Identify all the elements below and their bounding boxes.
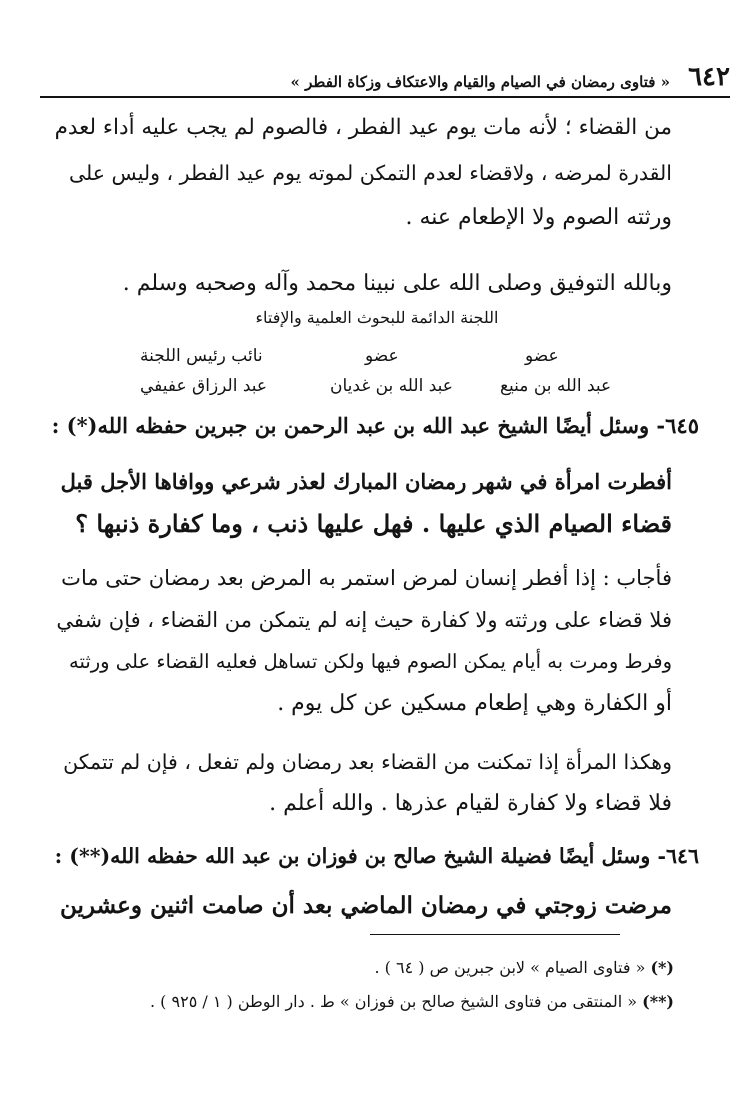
- text-line: من القضاء ؛ لأنه مات يوم عيد الفطر ، فالصوم لم يجب عليه أداء لعدم: [54, 115, 672, 140]
- signature-role: عضو: [525, 346, 559, 366]
- page-header: [40, 62, 730, 102]
- footnote-rule: [370, 934, 620, 935]
- fatwa-645-heading: [40, 406, 699, 450]
- page-number: ٦٤٢: [688, 62, 730, 92]
- text-line: وبالله التوفيق وصلى الله على نبينا محمد وآله وصحبه وسلم .: [122, 271, 672, 296]
- answer-line: أو الكفارة وهي إطعام مسكين عن كل يوم .: [277, 691, 672, 716]
- committee-title: اللجنة الدائمة للبحوث العلمية والإفتاء: [255, 308, 499, 327]
- footnote-2: [150, 990, 674, 1014]
- fatwa-645-answer-continued: [55, 742, 672, 828]
- fatwa-646-heading: [40, 836, 699, 880]
- footnote-1: [375, 956, 675, 980]
- running-title: « فتاوى رمضان في الصيام والقيام والاعتكاف وزكاة الفطر »: [290, 73, 670, 91]
- fatwa-645-answer: [55, 558, 672, 728]
- closing-line: [55, 264, 672, 304]
- signature-name: عبد الله بن منيع: [500, 376, 612, 396]
- footnote-text: « المنتقى من فتاوى الشيخ صالح بن فوزان » ط . دار الوطن ( ١ / ٩٢٥ ) .: [150, 992, 638, 1011]
- answer-line: وفرط ومرت به أيام يمكن الصوم فيها ولكن تساهل فعليه القضاء على ورثته: [69, 650, 672, 673]
- text-line: ورثته الصوم ولا الإطعام عنه .: [405, 205, 672, 230]
- footnote-marker: (**): [642, 992, 674, 1011]
- answer-line: فأجاب : إذا أفطر إنسان لمرض استمر به المرض بعد رمضان حتى مات: [61, 566, 672, 590]
- signature-name: عبد الرزاق عفيفي: [140, 376, 268, 396]
- signature-role: نائب رئيس اللجنة: [140, 346, 263, 366]
- question-line: قضاء الصيام الذي عليها . فهل عليها ذنب ، وما كفارة ذنبها ؟: [75, 509, 672, 538]
- answer-line: فلا قضاء ولا كفارة لقيام عذرها . والله أعلم .: [269, 791, 672, 816]
- heading-text: ٦٤٥- وسئل أيضًا الشيخ عبد الله بن عبد الرحمن بن جبرين حفظه الله(*) :: [51, 413, 699, 438]
- question-line: مرضت زوجتي في رمضان الماضي بعد أن صامت اثنين وعشرين: [60, 892, 672, 919]
- signature-name: عبد الله بن غديان: [330, 376, 453, 396]
- fatwa-645-question: [60, 462, 672, 552]
- fatwa-646-question: [60, 886, 672, 930]
- signature-role: عضو: [365, 346, 399, 366]
- answer-line: فلا قضاء على ورثته ولا كفارة حيث إنه لم يتمكن من القضاء ، فإن شفي: [56, 608, 672, 632]
- answer-line: وهكذا المرأة إذا تمكنت من القضاء بعد رمضان ولم تفعل ، فإن لم تتمكن: [63, 750, 672, 774]
- text-line: القدرة لمرضه ، ولاقضاء لعدم التمكن لموته يوم عيد الفطر ، وليس على: [68, 161, 672, 185]
- paragraph-continuation: [55, 108, 672, 238]
- heading-text: ٦٤٦- وسئل أيضًا فضيلة الشيخ صالح بن فوزان بن عبد الله حفظه الله(**) :: [54, 844, 699, 868]
- question-line: أفطرت امرأة في شهر رمضان المبارك لعذر شرعي ووافاها الأجل قبل: [60, 469, 672, 494]
- footnote-text: « فتاوى الصيام » لابن جبرين ص ( ٦٤ ) .: [374, 958, 646, 977]
- footnote-marker: (*): [650, 958, 674, 977]
- header-rule: [40, 96, 730, 98]
